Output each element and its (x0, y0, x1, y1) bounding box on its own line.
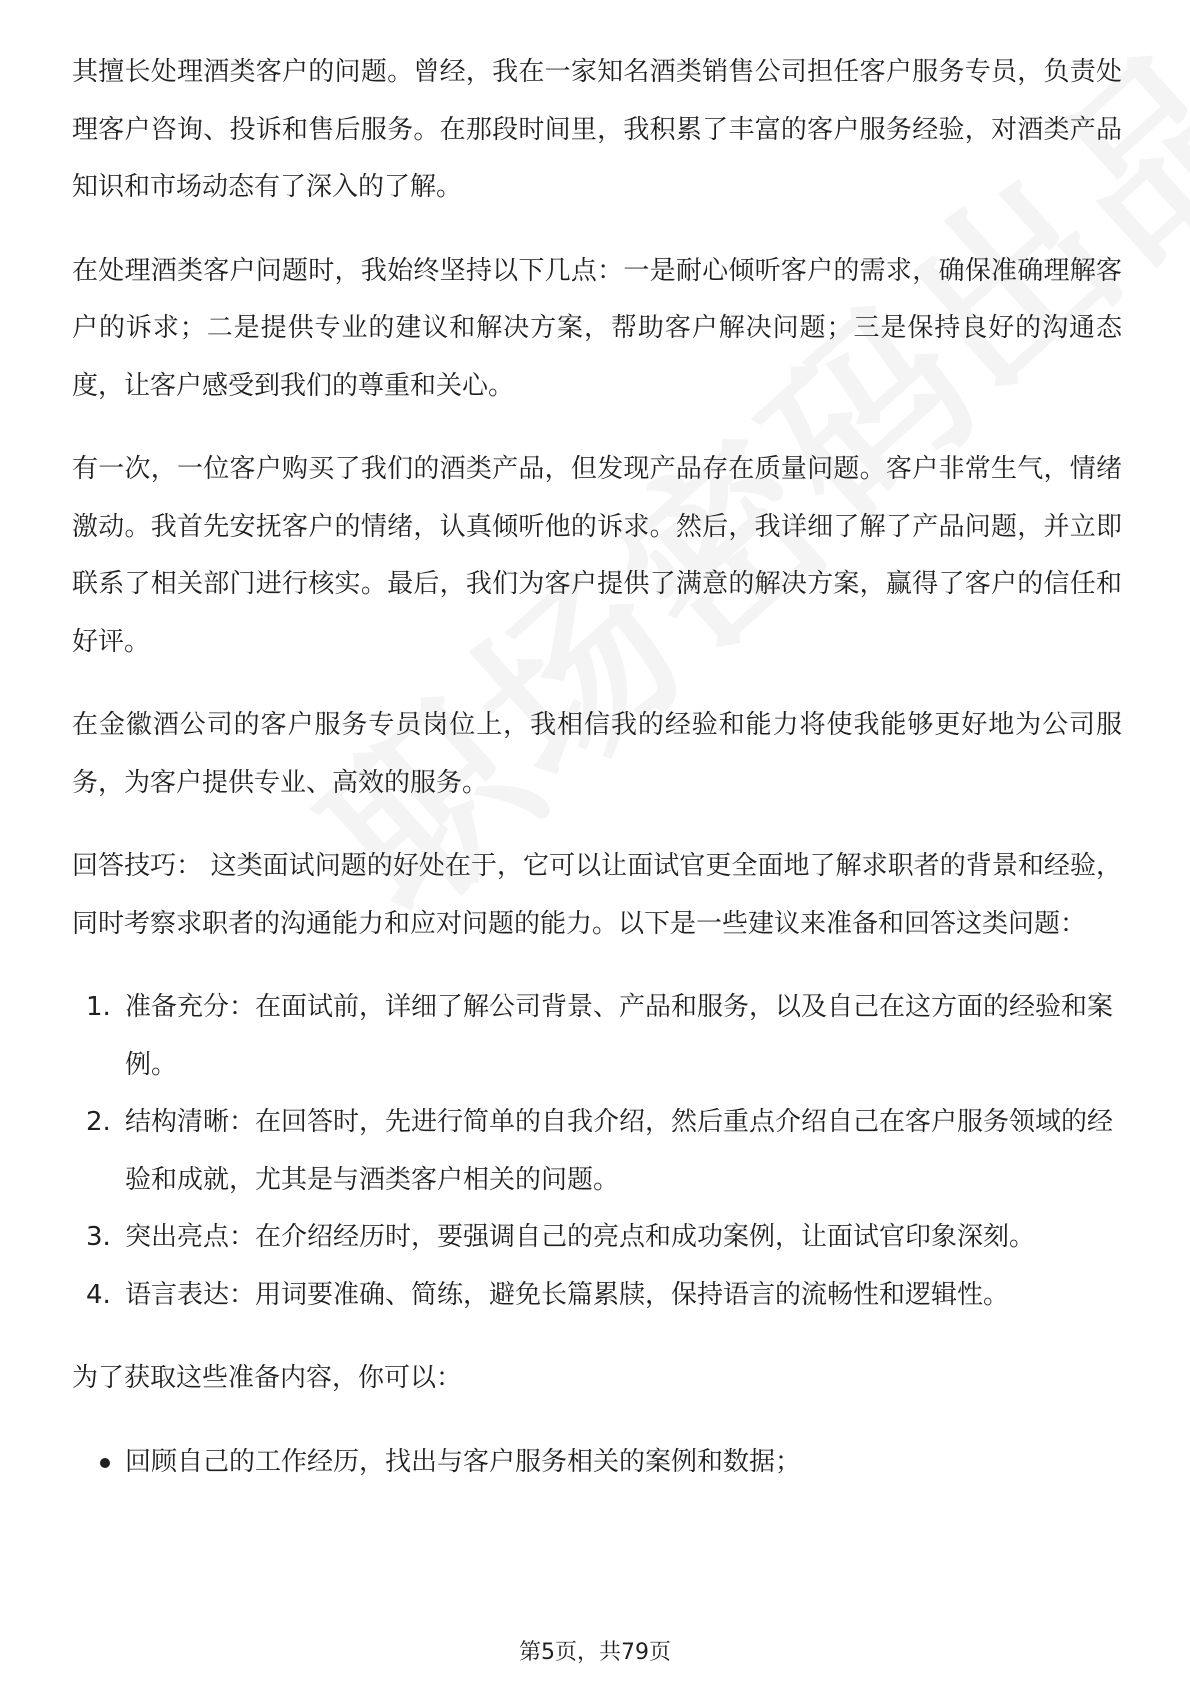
list-number: 2. (86, 1107, 111, 1137)
paragraph-principles: 在处理酒类客户问题时，我始终坚持以下几点：一是耐心倾听客户的需求，确保准确理解客户的诉求；二是提供专业的建议和解决方案，帮助客户解决问题；三是保持良好的沟通态度，让客户感受到我们的尊重和关心。 (72, 255, 1122, 401)
list-item-text: 结构清晰：在回答时，先进行简单的自我介绍，然后重点介绍自己在客户服务领域的经验和成就，尤其是与酒类客户相关的问题。 (125, 1107, 1114, 1195)
list-item-text: 突出亮点：在介绍经历时，要强调自己的亮点和成功案例，让面试官印象深刻。 (125, 1222, 1036, 1252)
list-number: 4. (86, 1279, 111, 1310)
list-item (72, 1209, 1122, 1267)
list-number: 1. (86, 992, 111, 1022)
paragraph-conclusion: 在金徽酒公司的客户服务专员岗位上，我相信我的经验和能力将使我能够更好地为公司服务，为客户提供专业、高效的服务。 (72, 710, 1122, 798)
list-item-text: 准备充分：在面试前，详细了解公司背景、产品和服务，以及自己在这方面的经验和案例。 (125, 992, 1114, 1080)
paragraph-experience: 其擅长处理酒类客户的问题。曾经，我在一家知名酒类销售公司担任客户服务专员，负责处理客户咨询、投诉和售后服务。在那段时间里，我积累了丰富的客户服务经验，对酒类产品知识和市场动态有了深入的了解。 (72, 57, 1122, 202)
page-number: 第5页，共79页 (519, 1640, 671, 1665)
paragraph-tips: 回答技巧： 这类面试问题的好处在于，它可以让面试官更全面地了解求职者的背景和经验，同时考察求职者的沟通能力和应对问题的能力。以下是一些建议来准备和回答这类问题： (72, 851, 1122, 939)
list-item (72, 1267, 1122, 1325)
bullet-dot-icon (100, 1458, 110, 1468)
paragraph-case: 有一次，一位客户购买了我们的酒类产品，但发现产品存在质量问题。客户非常生气，情绪激动。我首先安抚客户的情绪，认真倾听他的诉求。然后，我详细了解了产品问题，并立即联系了相关部门进行核实。最后，我们为客户提供了满意的解决方案，赢得了客户的信任和好评。 (72, 454, 1122, 657)
list-item-text: 回顾自己的工作经历，找出与客户服务相关的案例和数据； (125, 1446, 802, 1477)
document-body (72, 44, 1122, 1491)
list-item-text: 语言表达：用词要准确、简练，避免长篇累牍，保持语言的流畅性和逻辑性。 (125, 1279, 1010, 1310)
prep-list (72, 1434, 1122, 1492)
list-item (72, 1094, 1122, 1209)
list-item (72, 1434, 1122, 1492)
list-number: 3. (86, 1222, 111, 1252)
list-item (72, 979, 1122, 1094)
tips-list (72, 979, 1122, 1324)
paragraph-prep-intro: 为了获取这些准备内容，你可以： (72, 1363, 463, 1393)
